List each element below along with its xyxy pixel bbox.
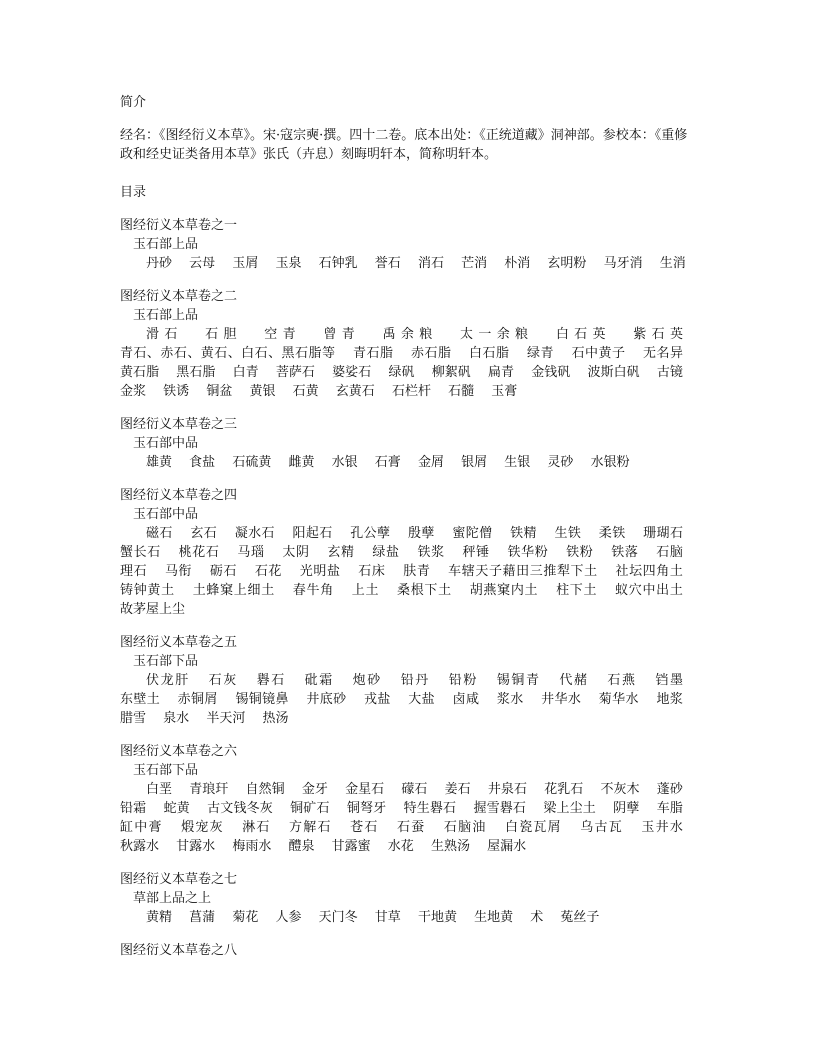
toc-entry[interactable]: 食盐	[189, 455, 216, 470]
volume-title[interactable]: 图经衍义本草卷之八	[120, 943, 238, 958]
toc-entry[interactable]: 生银	[504, 455, 531, 470]
toc-entry[interactable]: 蜜陀僧	[452, 526, 493, 541]
toc-entry[interactable]: 桃花石	[178, 545, 220, 560]
toc-entry[interactable]: 甘露蜜	[331, 839, 371, 854]
toc-entry[interactable]: 术	[530, 910, 544, 925]
toc-entry[interactable]: 胡燕窠内土	[469, 583, 539, 598]
toc-entry[interactable]: 古文钱冬灰	[207, 801, 273, 816]
toc-entry[interactable]: 无名异	[643, 346, 683, 361]
toc-entry[interactable]: 生熟汤	[430, 839, 470, 854]
toc-entry[interactable]: 伏龙肝	[146, 673, 190, 688]
toc-entry[interactable]: 玄明粉	[547, 256, 587, 271]
toc-entry[interactable]: 水花	[387, 839, 414, 854]
volume-items	[120, 780, 696, 856]
toc-entry[interactable]: 上土	[351, 583, 380, 598]
toc-entry[interactable]: 云母	[189, 256, 216, 271]
toc-entry[interactable]: 铛墨	[655, 673, 683, 688]
toc-entry[interactable]: 金屑	[417, 455, 444, 470]
toc-entry[interactable]: 方解石	[289, 820, 332, 835]
toc-entry[interactable]: 甘露水	[176, 839, 216, 854]
toc-entry[interactable]: 古镜	[656, 365, 683, 380]
toc-entry[interactable]: 石膏	[374, 455, 401, 470]
toc-entry[interactable]: 天门冬	[318, 910, 358, 925]
toc-entry[interactable]: 石燕	[607, 673, 637, 688]
toc-entry[interactable]: 缸中膏	[120, 820, 163, 835]
toc-entry[interactable]: 光明盐	[299, 564, 341, 579]
volume-items	[120, 254, 696, 273]
toc-entry[interactable]: 丹砂	[146, 256, 173, 271]
volume-section: 玉石部下品	[133, 763, 199, 778]
toc-entry[interactable]: 婆娑石	[332, 365, 372, 380]
toc-entry[interactable]: 礞石	[401, 782, 428, 797]
toc-entry[interactable]: 煅宠灰	[181, 820, 224, 835]
toc-entry[interactable]: 马牙消	[603, 256, 643, 271]
toc-heading: 目录	[120, 185, 147, 200]
toc-entry[interactable]: 屋漏水	[487, 839, 527, 854]
toc-entry[interactable]: 珊瑚石	[643, 526, 683, 541]
toc-entry[interactable]: 礜石	[256, 673, 286, 688]
toc-entry[interactable]: 滑石	[146, 327, 183, 342]
toc-entry[interactable]: 玄石	[190, 526, 218, 541]
toc-entry[interactable]: 银屑	[461, 455, 488, 470]
toc-entry[interactable]: 柳絮矾	[431, 365, 471, 380]
toc-entry[interactable]: 阳起石	[292, 526, 333, 541]
toc-entry[interactable]: 铸钟黄土	[120, 583, 175, 598]
volume-items	[120, 453, 696, 472]
toc-entry[interactable]: 绿盐	[372, 545, 400, 560]
toc-entry[interactable]: 握雪礜石	[473, 801, 527, 816]
toc-entry[interactable]: 黄石脂	[120, 365, 160, 380]
toc-entry[interactable]: 东壁土	[120, 692, 161, 707]
toc-volume	[120, 287, 696, 401]
toc-entry[interactable]: 生铁	[554, 526, 582, 541]
toc-volume	[120, 415, 696, 472]
toc-entry[interactable]: 灵砂	[547, 455, 574, 470]
toc-entry[interactable]: 青石脂	[353, 346, 394, 361]
toc-entry[interactable]: 玄黄石	[335, 384, 375, 399]
toc-volume-list	[120, 216, 696, 960]
volume-section: 玉石部上品	[133, 237, 199, 252]
volume-section: 玉石部中品	[133, 436, 199, 451]
toc-entry[interactable]: 绿青	[527, 346, 554, 361]
toc-entry[interactable]: 石黄	[292, 384, 319, 399]
toc-entry[interactable]: 消石	[417, 256, 444, 271]
toc-entry[interactable]: 春牛角	[292, 583, 334, 598]
toc-entry[interactable]: 锡铜镜鼻	[235, 692, 289, 707]
toc-entry[interactable]: 腊雪	[120, 711, 147, 726]
toc-entry[interactable]: 泉水	[163, 711, 190, 726]
toc-entry[interactable]: 蟹长石	[120, 545, 161, 560]
toc-entry[interactable]: 热汤	[262, 711, 289, 726]
toc-entry[interactable]: 石灰	[208, 673, 238, 688]
toc-entry[interactable]: 铅丹	[400, 673, 430, 688]
volume-title[interactable]: 图经衍义本草卷之五	[120, 635, 238, 650]
toc-entry[interactable]: 醴泉	[288, 839, 315, 854]
toc-entry[interactable]: 石花	[254, 564, 283, 579]
toc-entry[interactable]: 代赭	[559, 673, 589, 688]
intro-text: 经名：《图经衍义本草》。宋·寇宗奭·撰。四十二卷。底本出处：《正统道藏》洞神部。参校本：《重修政和经史证类备用本草》张氏（卉息）刻晦明轩本，简称明轩本。	[120, 128, 688, 162]
toc-entry[interactable]: 戎盐	[364, 692, 391, 707]
toc-entry[interactable]: 大盐	[408, 692, 436, 707]
toc-entry[interactable]: 殷孽	[407, 526, 435, 541]
toc-entry[interactable]: 甘草	[374, 910, 401, 925]
toc-entry[interactable]: 菩萨石	[275, 365, 315, 380]
volume-title[interactable]: 图经衍义本草卷之一	[120, 218, 238, 233]
toc-entry[interactable]: 太一余粮	[460, 327, 534, 342]
toc-entry[interactable]: 阴孽	[613, 801, 640, 816]
toc-entry[interactable]: 人参	[275, 910, 302, 925]
toc-entry[interactable]: 芒消	[461, 256, 488, 271]
toc-entry[interactable]: 金星石	[345, 782, 385, 797]
volume-items	[120, 325, 696, 401]
toc-entry[interactable]: 菟丝子	[560, 910, 600, 925]
toc-volume	[120, 742, 696, 856]
toc-entry[interactable]: 肤青	[403, 564, 431, 579]
toc-entry[interactable]: 金浆	[120, 384, 147, 399]
toc-entry[interactable]: 石中黄子	[571, 346, 626, 361]
toc-entry[interactable]: 柔铁	[598, 526, 626, 541]
toc-entry[interactable]: 铜弩牙	[346, 801, 387, 816]
toc-entry[interactable]: 铁华粉	[507, 545, 549, 560]
volume-title[interactable]: 图经衍义本草卷之二	[120, 289, 238, 304]
toc-entry[interactable]: 梅雨水	[232, 839, 272, 854]
toc-entry[interactable]: 赤石脂	[411, 346, 452, 361]
toc-entry[interactable]: 玉泉	[275, 256, 302, 271]
volume-title[interactable]: 图经衍义本草卷之三	[120, 417, 238, 432]
toc-entry[interactable]: 铁粉	[566, 545, 594, 560]
toc-entry[interactable]: 波斯白矾	[587, 365, 640, 380]
toc-entry[interactable]: 太阴	[282, 545, 310, 560]
toc-entry[interactable]: 黄银	[249, 384, 276, 399]
toc-entry[interactable]: 石钟乳	[318, 256, 358, 271]
toc-volume	[120, 870, 696, 927]
toc-entry[interactable]: 石栏杆	[391, 384, 431, 399]
toc-entry[interactable]: 车辖天子藉田三推犁下土	[448, 564, 598, 579]
toc-entry[interactable]: 桑根下土	[397, 583, 452, 598]
toc-entry[interactable]: 石硫黄	[232, 455, 272, 470]
toc-entry[interactable]: 赤铜屑	[177, 692, 218, 707]
toc-entry[interactable]: 姜石	[444, 782, 471, 797]
toc-entry[interactable]: 秤锤	[462, 545, 490, 560]
toc-entry[interactable]: 理石	[120, 564, 148, 579]
document-page	[120, 93, 696, 960]
toc-entry[interactable]: 淋石	[242, 820, 271, 835]
toc-entry[interactable]: 铁浆	[417, 545, 445, 560]
volume-section: 草部上品之上	[133, 891, 212, 906]
toc-entry[interactable]: 朴消	[504, 256, 531, 271]
toc-entry[interactable]: 玉膏	[491, 384, 518, 399]
toc-entry[interactable]: 蛇黄	[163, 801, 190, 816]
volume-items	[120, 524, 696, 619]
toc-entry[interactable]: 梁上尘土	[543, 801, 596, 816]
toc-volume	[120, 216, 696, 273]
toc-entry[interactable]: 社坛四角土	[615, 564, 683, 579]
toc-entry[interactable]: 扁青	[487, 365, 515, 380]
toc-entry[interactable]: 生消	[659, 256, 686, 271]
toc-entry[interactable]: 菊华水	[598, 692, 639, 707]
toc-entry[interactable]: 自然铜	[245, 782, 285, 797]
volume-title[interactable]: 图经衍义本草卷之六	[120, 744, 238, 759]
toc-entry[interactable]: 青石、赤石、黄石、白石、黑石脂等	[120, 346, 336, 361]
toc-entry[interactable]: 孔公孽	[350, 526, 391, 541]
toc-entry[interactable]: 井底砂	[306, 692, 347, 707]
toc-entry[interactable]: 水银粉	[590, 455, 630, 470]
toc-volume	[120, 486, 696, 619]
toc-entry[interactable]: 铜盆	[206, 384, 233, 399]
volume-items	[120, 671, 696, 728]
toc-entry[interactable]: 铁精	[510, 526, 537, 541]
volume-section: 玉石部上品	[133, 308, 199, 323]
toc-entry[interactable]: 炮砂	[352, 673, 382, 688]
toc-entry[interactable]: 井华水	[541, 692, 582, 707]
toc-entry[interactable]: 磁石	[146, 526, 173, 541]
toc-entry[interactable]: 玉井水	[641, 820, 683, 835]
toc-entry[interactable]: 金牙	[301, 782, 328, 797]
toc-entry[interactable]: 马衔	[164, 564, 193, 579]
toc-entry[interactable]: 玄精	[327, 545, 355, 560]
volume-items	[120, 908, 696, 927]
volume-title[interactable]: 图经衍义本草卷之四	[120, 488, 238, 503]
toc-entry[interactable]: 黑石脂	[176, 365, 216, 380]
volume-section: 玉石部中品	[133, 507, 199, 522]
toc-entry[interactable]: 禹余粮	[382, 327, 438, 342]
toc-entry[interactable]: 半天河	[206, 711, 246, 726]
toc-entry[interactable]: 铁诱	[163, 384, 190, 399]
toc-entry[interactable]: 生地黄	[474, 910, 514, 925]
toc-entry[interactable]: 乌古瓦	[580, 820, 624, 835]
toc-entry[interactable]: 秋露水	[120, 839, 160, 854]
toc-entry[interactable]: 凝水石	[234, 526, 275, 541]
toc-entry[interactable]: 菖蒲	[189, 910, 216, 925]
toc-entry[interactable]: 柱下土	[556, 583, 598, 598]
toc-entry[interactable]: 砺石	[209, 564, 238, 579]
toc-entry[interactable]: 玉屑	[232, 256, 259, 271]
toc-entry[interactable]: 不灰木	[600, 782, 640, 797]
toc-entry[interactable]: 紫石英	[633, 327, 683, 342]
toc-entry[interactable]: 白垩	[146, 782, 173, 797]
toc-entry[interactable]: 地浆	[656, 692, 683, 707]
toc-entry[interactable]: 铜矿石	[290, 801, 330, 816]
toc-entry[interactable]: 铅粉	[448, 673, 478, 688]
toc-entry[interactable]: 石髓	[448, 384, 475, 399]
toc-entry[interactable]: 石蚕	[397, 820, 426, 835]
toc-entry[interactable]: 砒霜	[304, 673, 334, 688]
toc-entry[interactable]: 花乳石	[544, 782, 584, 797]
toc-entry[interactable]: 白石脂	[469, 346, 510, 361]
toc-entry[interactable]: 誉石	[374, 256, 401, 271]
toc-entry[interactable]: 铁落	[611, 545, 639, 560]
toc-entry[interactable]: 蓬砂	[656, 782, 683, 797]
toc-entry[interactable]: 水银	[331, 455, 358, 470]
toc-entry[interactable]: 马瑙	[237, 545, 265, 560]
toc-entry[interactable]: 井泉石	[487, 782, 528, 797]
toc-entry[interactable]: 铅霜	[120, 801, 147, 816]
toc-entry[interactable]: 蚁穴中出土	[615, 583, 683, 598]
toc-entry[interactable]: 土蜂窠上细土	[192, 583, 275, 598]
toc-entry[interactable]: 苍石	[350, 820, 379, 835]
toc-entry[interactable]: 卤咸	[452, 692, 480, 707]
toc-entry[interactable]: 青琅玕	[189, 782, 229, 797]
toc-entry[interactable]: 黄精	[146, 910, 173, 925]
toc-entry[interactable]: 车脂	[656, 801, 683, 816]
toc-entry[interactable]: 锡铜青	[496, 673, 541, 688]
toc-entry[interactable]: 曾青	[323, 327, 361, 342]
toc-entry[interactable]: 石脑	[656, 545, 683, 560]
toc-entry[interactable]: 绿矾	[388, 365, 415, 380]
toc-entry[interactable]: 浆水	[496, 692, 524, 707]
toc-entry[interactable]: 白瓷瓦屑	[504, 820, 562, 835]
intro-heading: 简介	[120, 95, 147, 110]
toc-entry[interactable]: 石胆	[205, 327, 242, 342]
toc-entry[interactable]: 空青	[264, 327, 301, 342]
volume-title[interactable]: 图经衍义本草卷之七	[120, 872, 238, 887]
volume-section: 玉石部下品	[133, 654, 199, 669]
toc-entry[interactable]: 特生礜石	[403, 801, 457, 816]
toc-volume	[120, 633, 696, 728]
toc-entry[interactable]: 金钱矾	[531, 365, 571, 380]
toc-entry[interactable]: 菊花	[232, 910, 259, 925]
toc-entry[interactable]: 干地黄	[417, 910, 457, 925]
toc-entry[interactable]: 故茅屋上尘	[120, 602, 186, 617]
toc-entry[interactable]: 白青	[232, 365, 259, 380]
toc-entry[interactable]: 雌黄	[288, 455, 315, 470]
toc-entry[interactable]: 石脑油	[443, 820, 487, 835]
toc-entry[interactable]: 白石英	[555, 327, 611, 342]
toc-entry[interactable]: 石床	[358, 564, 386, 579]
toc-entry[interactable]: 雄黄	[146, 455, 173, 470]
toc-volume	[120, 941, 696, 960]
